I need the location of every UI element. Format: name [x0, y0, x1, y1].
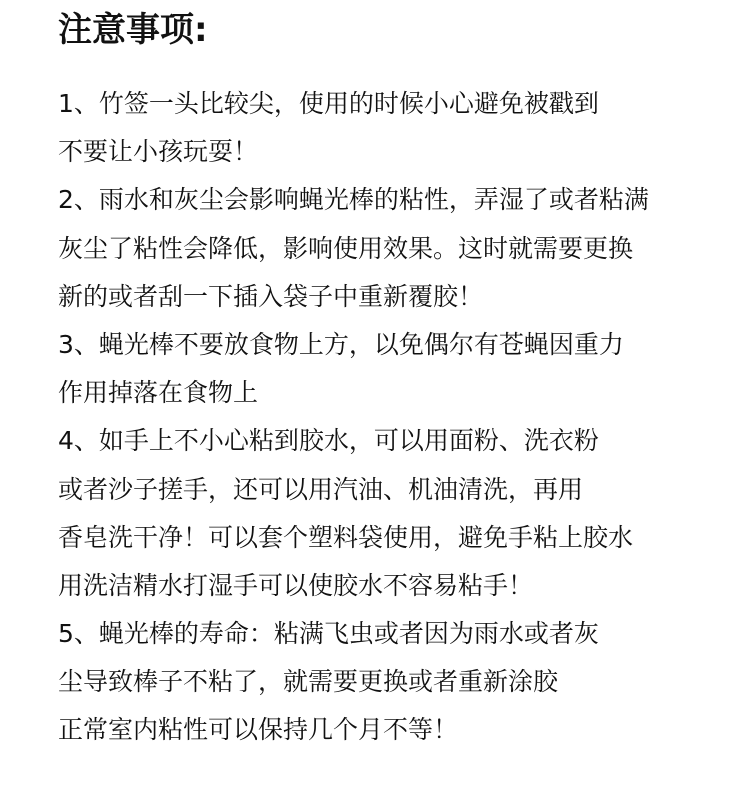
notice-text-block: [58, 80, 738, 755]
text-line: 5、蝇光棒的寿命：粘满飞虫或者因为雨水或者灰: [58, 619, 599, 649]
text-line: 3、蝇光棒不要放食物上方，以免偶尔有苍蝇因重力: [58, 329, 624, 359]
text-line: 不要让小孩玩耍！: [58, 137, 259, 167]
text-line: 香皂洗干净！可以套个塑料袋使用，避免手粘上胶水: [58, 522, 634, 552]
text-line: 1、竹签一头比较尖，使用的时候小心避免被戳到: [58, 89, 599, 118]
text-line: 4、如手上不小心粘到胶水，可以用面粉、洗衣粉: [58, 426, 599, 456]
text-line: 灰尘了粘性会降低，影响使用效果。这时就需要更换: [58, 233, 634, 263]
page-title: 注意事项:: [58, 10, 208, 50]
text-line: 作用掉落在食物上: [58, 378, 259, 408]
text-line: 或者沙子搓手，还可以用汽油、机油清洗，再用: [58, 474, 584, 504]
text-line: 尘导致棒子不粘了，就需要更换或者重新涂胶: [58, 667, 559, 697]
text-line: 2、雨水和灰尘会影响蝇光棒的粘性，弄湿了或者粘满: [58, 185, 649, 215]
text-line: 正常室内粘性可以保持几个月不等！: [58, 715, 459, 745]
text-line: 用洗洁精水打湿手可以使胶水不容易粘手！: [58, 570, 534, 600]
text-line: 新的或者刮一下插入袋子中重新覆胶！: [58, 281, 484, 311]
